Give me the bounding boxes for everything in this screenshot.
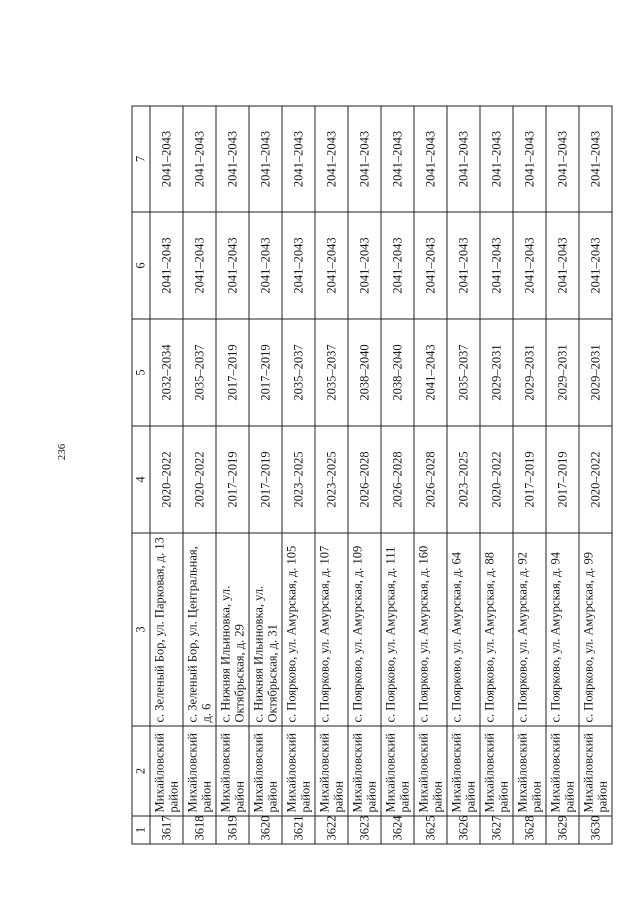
cell-col4: 2020–2022 [480, 426, 513, 533]
table-row [381, 106, 414, 844]
table-row [216, 106, 249, 844]
cell-col5: 2038–2040 [381, 319, 414, 426]
header-cell-6: 6 [132, 212, 150, 319]
cell-col7: 2041–2043 [249, 106, 282, 212]
cell-col5: 2035–2037 [315, 319, 348, 426]
cell-col6: 2041–2043 [381, 212, 414, 319]
table-row [183, 106, 216, 844]
cell-address: с. Поярково, ул. Амурская, д. 111 [381, 533, 414, 726]
cell-col6: 2041–2043 [414, 212, 447, 319]
cell-district: Михайловский район [183, 726, 216, 816]
cell-district: Михайловский район [414, 726, 447, 816]
header-cell-4: 4 [132, 426, 150, 533]
cell-col5: 2017–2019 [249, 319, 282, 426]
cell-col4: 2020–2022 [183, 426, 216, 533]
cell-col7: 2041–2043 [579, 106, 612, 212]
cell-col4: 2023–2025 [447, 426, 480, 533]
cell-district: Михайловский район [381, 726, 414, 816]
cell-district: Михайловский район [447, 726, 480, 816]
cell-district: Михайловский район [150, 726, 183, 816]
cell-number: 3623 [348, 816, 381, 844]
cell-number: 3617 [150, 816, 183, 844]
header-cell-3: 3 [132, 533, 150, 726]
cell-col7: 2041–2043 [546, 106, 579, 212]
table-row [414, 106, 447, 844]
cell-col6: 2041–2043 [315, 212, 348, 319]
cell-col6: 2041–2043 [513, 212, 546, 319]
cell-district: Михайловский район [513, 726, 546, 816]
cell-col7: 2041–2043 [513, 106, 546, 212]
page-number-text: 236 [56, 443, 68, 461]
cell-address: с. Поярково, ул. Амурская, д. 105 [282, 533, 315, 726]
cell-col5: 2029–2031 [480, 319, 513, 426]
cell-col5: 2041–2043 [414, 319, 447, 426]
cell-district: Михайловский район [348, 726, 381, 816]
cell-col7: 2041–2043 [447, 106, 480, 212]
table-row [447, 106, 480, 844]
cell-col5: 2029–2031 [579, 319, 612, 426]
cell-address: с. Поярково, ул. Амурская, д. 109 [348, 533, 381, 726]
cell-address: с. Нижняя Ильиновка, ул. Октябрьская, д. 29 [216, 533, 249, 726]
cell-number: 3620 [249, 816, 282, 844]
cell-col7: 2041–2043 [150, 106, 183, 212]
cell-address: с. Поярково, ул. Амурская, д. 160 [414, 533, 447, 726]
cell-col7: 2041–2043 [480, 106, 513, 212]
cell-col6: 2041–2043 [546, 212, 579, 319]
cell-col6: 2041–2043 [447, 212, 480, 319]
cell-address: с. Поярково, ул. Амурская, д. 88 [480, 533, 513, 726]
cell-number: 3619 [216, 816, 249, 844]
cell-address: с. Поярково, ул. Амурская, д. 92 [513, 533, 546, 726]
table-row [513, 106, 546, 844]
cell-address: с. Поярково, ул. Амурская, д. 64 [447, 533, 480, 726]
cell-col4: 2020–2022 [150, 426, 183, 533]
cell-number: 3630 [579, 816, 612, 844]
cell-col7: 2041–2043 [282, 106, 315, 212]
cell-col7: 2041–2043 [216, 106, 249, 212]
cell-district: Михайловский район [579, 726, 612, 816]
cell-district: Михайловский район [282, 726, 315, 816]
cell-col6: 2041–2043 [579, 212, 612, 319]
cell-col4: 2017–2019 [249, 426, 282, 533]
cell-col5: 2029–2031 [546, 319, 579, 426]
cell-district: Михайловский район [315, 726, 348, 816]
cell-number: 3629 [546, 816, 579, 844]
cell-col7: 2041–2043 [183, 106, 216, 212]
cell-address: с. Нижняя Ильиновка, ул. Октябрьская, д. 31 [249, 533, 282, 726]
cell-col6: 2041–2043 [183, 212, 216, 319]
cell-col6: 2041–2043 [348, 212, 381, 319]
cell-number: 3626 [447, 816, 480, 844]
cell-col5: 2038–2040 [348, 319, 381, 426]
cell-col7: 2041–2043 [381, 106, 414, 212]
header-cell-2: 2 [132, 726, 150, 816]
cell-col6: 2041–2043 [216, 212, 249, 319]
cell-col5: 2035–2037 [282, 319, 315, 426]
header-cell-1: 1 [132, 816, 150, 844]
cell-col4: 2023–2025 [282, 426, 315, 533]
cell-col6: 2041–2043 [480, 212, 513, 319]
cell-number: 3628 [513, 816, 546, 844]
table-row [546, 106, 579, 844]
cell-number: 3624 [381, 816, 414, 844]
cell-number: 3621 [282, 816, 315, 844]
table-row [579, 106, 612, 844]
cell-district: Михайловский район [249, 726, 282, 816]
table-row [150, 106, 183, 844]
table-row [480, 106, 513, 844]
cell-col4: 2026–2028 [414, 426, 447, 533]
header-row [132, 106, 150, 844]
table-body [150, 106, 612, 844]
cell-number: 3618 [183, 816, 216, 844]
cell-col4: 2017–2019 [216, 426, 249, 533]
cell-col4: 2026–2028 [348, 426, 381, 533]
cell-col5: 2035–2037 [183, 319, 216, 426]
register-table [132, 106, 613, 845]
cell-col5: 2029–2031 [513, 319, 546, 426]
cell-col5: 2035–2037 [447, 319, 480, 426]
cell-col4: 2017–2019 [513, 426, 546, 533]
cell-number: 3625 [414, 816, 447, 844]
cell-address: с. Зеленый Бор, ул. Парковая, д. 13 [150, 533, 183, 726]
cell-district: Михайловский район [546, 726, 579, 816]
table-row [315, 106, 348, 844]
cell-address: с. Поярково, ул. Амурская, д. 94 [546, 533, 579, 726]
cell-col7: 2041–2043 [348, 106, 381, 212]
cell-number: 3622 [315, 816, 348, 844]
table-row [282, 106, 315, 844]
cell-col6: 2041–2043 [150, 212, 183, 319]
table-row [249, 106, 282, 844]
cell-col4: 2023–2025 [315, 426, 348, 533]
cell-col4: 2026–2028 [381, 426, 414, 533]
cell-number: 3627 [480, 816, 513, 844]
table-row [348, 106, 381, 844]
cell-col4: 2020–2022 [579, 426, 612, 533]
cell-col4: 2017–2019 [546, 426, 579, 533]
header-cell-7: 7 [132, 106, 150, 212]
cell-col6: 2041–2043 [249, 212, 282, 319]
cell-address: с. Поярково, ул. Амурская, д. 107 [315, 533, 348, 726]
cell-col7: 2041–2043 [315, 106, 348, 212]
cell-address: с. Поярково, ул. Амурская, д. 99 [579, 533, 612, 726]
cell-col7: 2041–2043 [414, 106, 447, 212]
cell-district: Михайловский район [216, 726, 249, 816]
cell-col6: 2041–2043 [282, 212, 315, 319]
cell-col5: 2032–2034 [150, 319, 183, 426]
cell-col5: 2017–2019 [216, 319, 249, 426]
cell-district: Михайловский район [480, 726, 513, 816]
header-cell-5: 5 [132, 319, 150, 426]
cell-address: с. Зеленый Бор, ул. Центральная, д. 6 [183, 533, 216, 726]
